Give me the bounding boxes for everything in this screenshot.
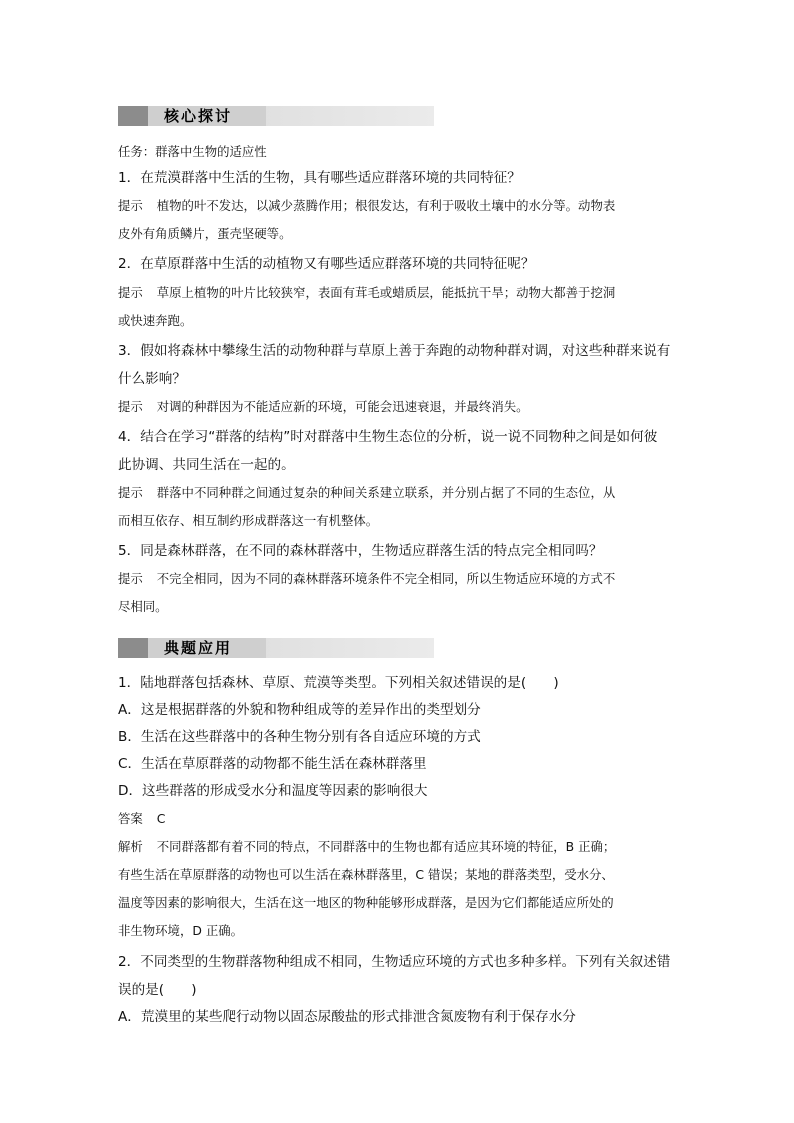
hint-4-line-1: [118, 483, 615, 503]
question-5: 5．同是森林群落，在不同的森林群落中，生物适应群落生活的特点完全相同吗？: [118, 543, 603, 559]
hint-label: 提示: [118, 285, 143, 300]
hint-2-line-1: [118, 283, 615, 303]
problem-1-explanation-line-3: 温度等因素的影响很大，生活在这一地区的物种能够形成群落，是因为它们都能适应所处的: [118, 895, 614, 910]
problem-1-stem: 1．陆地群落包括森林、草原、荒漠等类型。下列相关叙述错误的是( ): [118, 675, 559, 691]
problem-1-option-d: D．这些群落的形成受水分和温度等因素的影响很大: [118, 783, 428, 799]
hint-text: 不完全相同，因为不同的森林群落环境条件不完全相同，所以生物适应环境的方式不: [156, 571, 616, 586]
hint-1-line-2: 皮外有角质鳞片，蛋壳坚硬等。: [118, 226, 292, 241]
hint-label: 提示: [118, 485, 143, 500]
section-header-core: [118, 106, 434, 126]
hint-label: 提示: [118, 198, 143, 213]
question-1: 1．在荒漠群落中生活的生物，具有哪些适应群落环境的共同特征？: [118, 170, 521, 186]
explanation-text: 不同群落都有着不同的特点，不同群落中的生物也都有适应其环境的特征，B 正确；: [156, 839, 616, 854]
problem-1-answer: [118, 809, 165, 829]
hint-label: 提示: [118, 571, 143, 586]
question-3-line-2: 什么影响？: [118, 371, 186, 387]
problem-1-explanation-line-2: 有些生活在草原群落的动物也可以生活在森林群落里，C 错误；某地的群落类型，受水分、: [118, 867, 614, 882]
section-title-typical: 典题应用: [164, 639, 233, 657]
problem-1-explanation-line-4: 非生物环境，D 正确。: [118, 923, 243, 938]
section-header-typical: [118, 638, 434, 658]
problem-1-explanation-line-1: [118, 837, 615, 857]
hint-label: 提示: [118, 399, 143, 414]
explanation-label: 解析: [118, 839, 143, 854]
task-title: 任务：群落中生物的适应性: [118, 144, 267, 159]
hint-5-line-1: [118, 569, 615, 589]
hint-text: 草原上植物的叶片比较狭窄，表面有茸毛或蜡质层，能抵抗干旱；动物大都善于挖洞: [156, 285, 616, 300]
hint-5-line-2: 尽相同。: [118, 599, 168, 614]
question-2: 2．在草原群落中生活的动植物又有哪些适应群落环境的共同特征呢？: [118, 256, 535, 272]
problem-1-option-b: B．生活在这些群落中的各种生物分别有各自适应环境的方式: [118, 729, 481, 745]
question-4-line-2: 此协调、共同生活在一起的。: [118, 457, 295, 473]
hint-3-line-1: [118, 397, 529, 417]
problem-2-option-a: A．荒漠里的某些爬行动物以固态尿酸盐的形式排泄含氮废物有利于保存水分: [118, 1009, 576, 1025]
problem-1-option-c: C．生活在草原群落的动物都不能生活在森林群落里: [118, 756, 427, 772]
hint-2-line-2: 或快速奔跑。: [118, 313, 193, 328]
hint-4-line-2: 而相互依存、相互制约形成群落这一有机整体。: [118, 513, 379, 528]
problem-2-stem-line-1: 2．不同类型的生物群落物种组成不相同，生物适应环境的方式也多种多样。下列有关叙述错: [118, 954, 671, 970]
answer-value: C: [156, 811, 166, 826]
question-3-line-1: 3．假如将森林中攀缘生活的动物种群与草原上善于奔跑的动物种群对调，对这些种群来说有: [118, 343, 671, 359]
question-4-line-1: 4．结合在学习“群落的结构”时对群落中生物生态位的分析，说一说不同物种之间是如何彼: [118, 429, 658, 445]
hint-text: 对调的种群因为不能适应新的环境，可能会迅速衰退，并最终消失。: [156, 399, 529, 414]
problem-1-option-a: A．这是根据群落的外貌和物种组成等的差异作出的类型划分: [118, 702, 481, 718]
problem-2-stem-line-2: 误的是( ): [118, 982, 197, 998]
hint-text: 植物的叶不发达，以减少蒸腾作用；根很发达，有利于吸收土壤中的水分等。动物表: [156, 198, 616, 213]
section-title-core: 核心探讨: [164, 107, 233, 125]
hint-text: 群落中不同种群之间通过复杂的种间关系建立联系，并分别占据了不同的生态位，从: [156, 485, 616, 500]
answer-label: 答案: [118, 811, 143, 826]
hint-1-line-1: [118, 196, 615, 216]
